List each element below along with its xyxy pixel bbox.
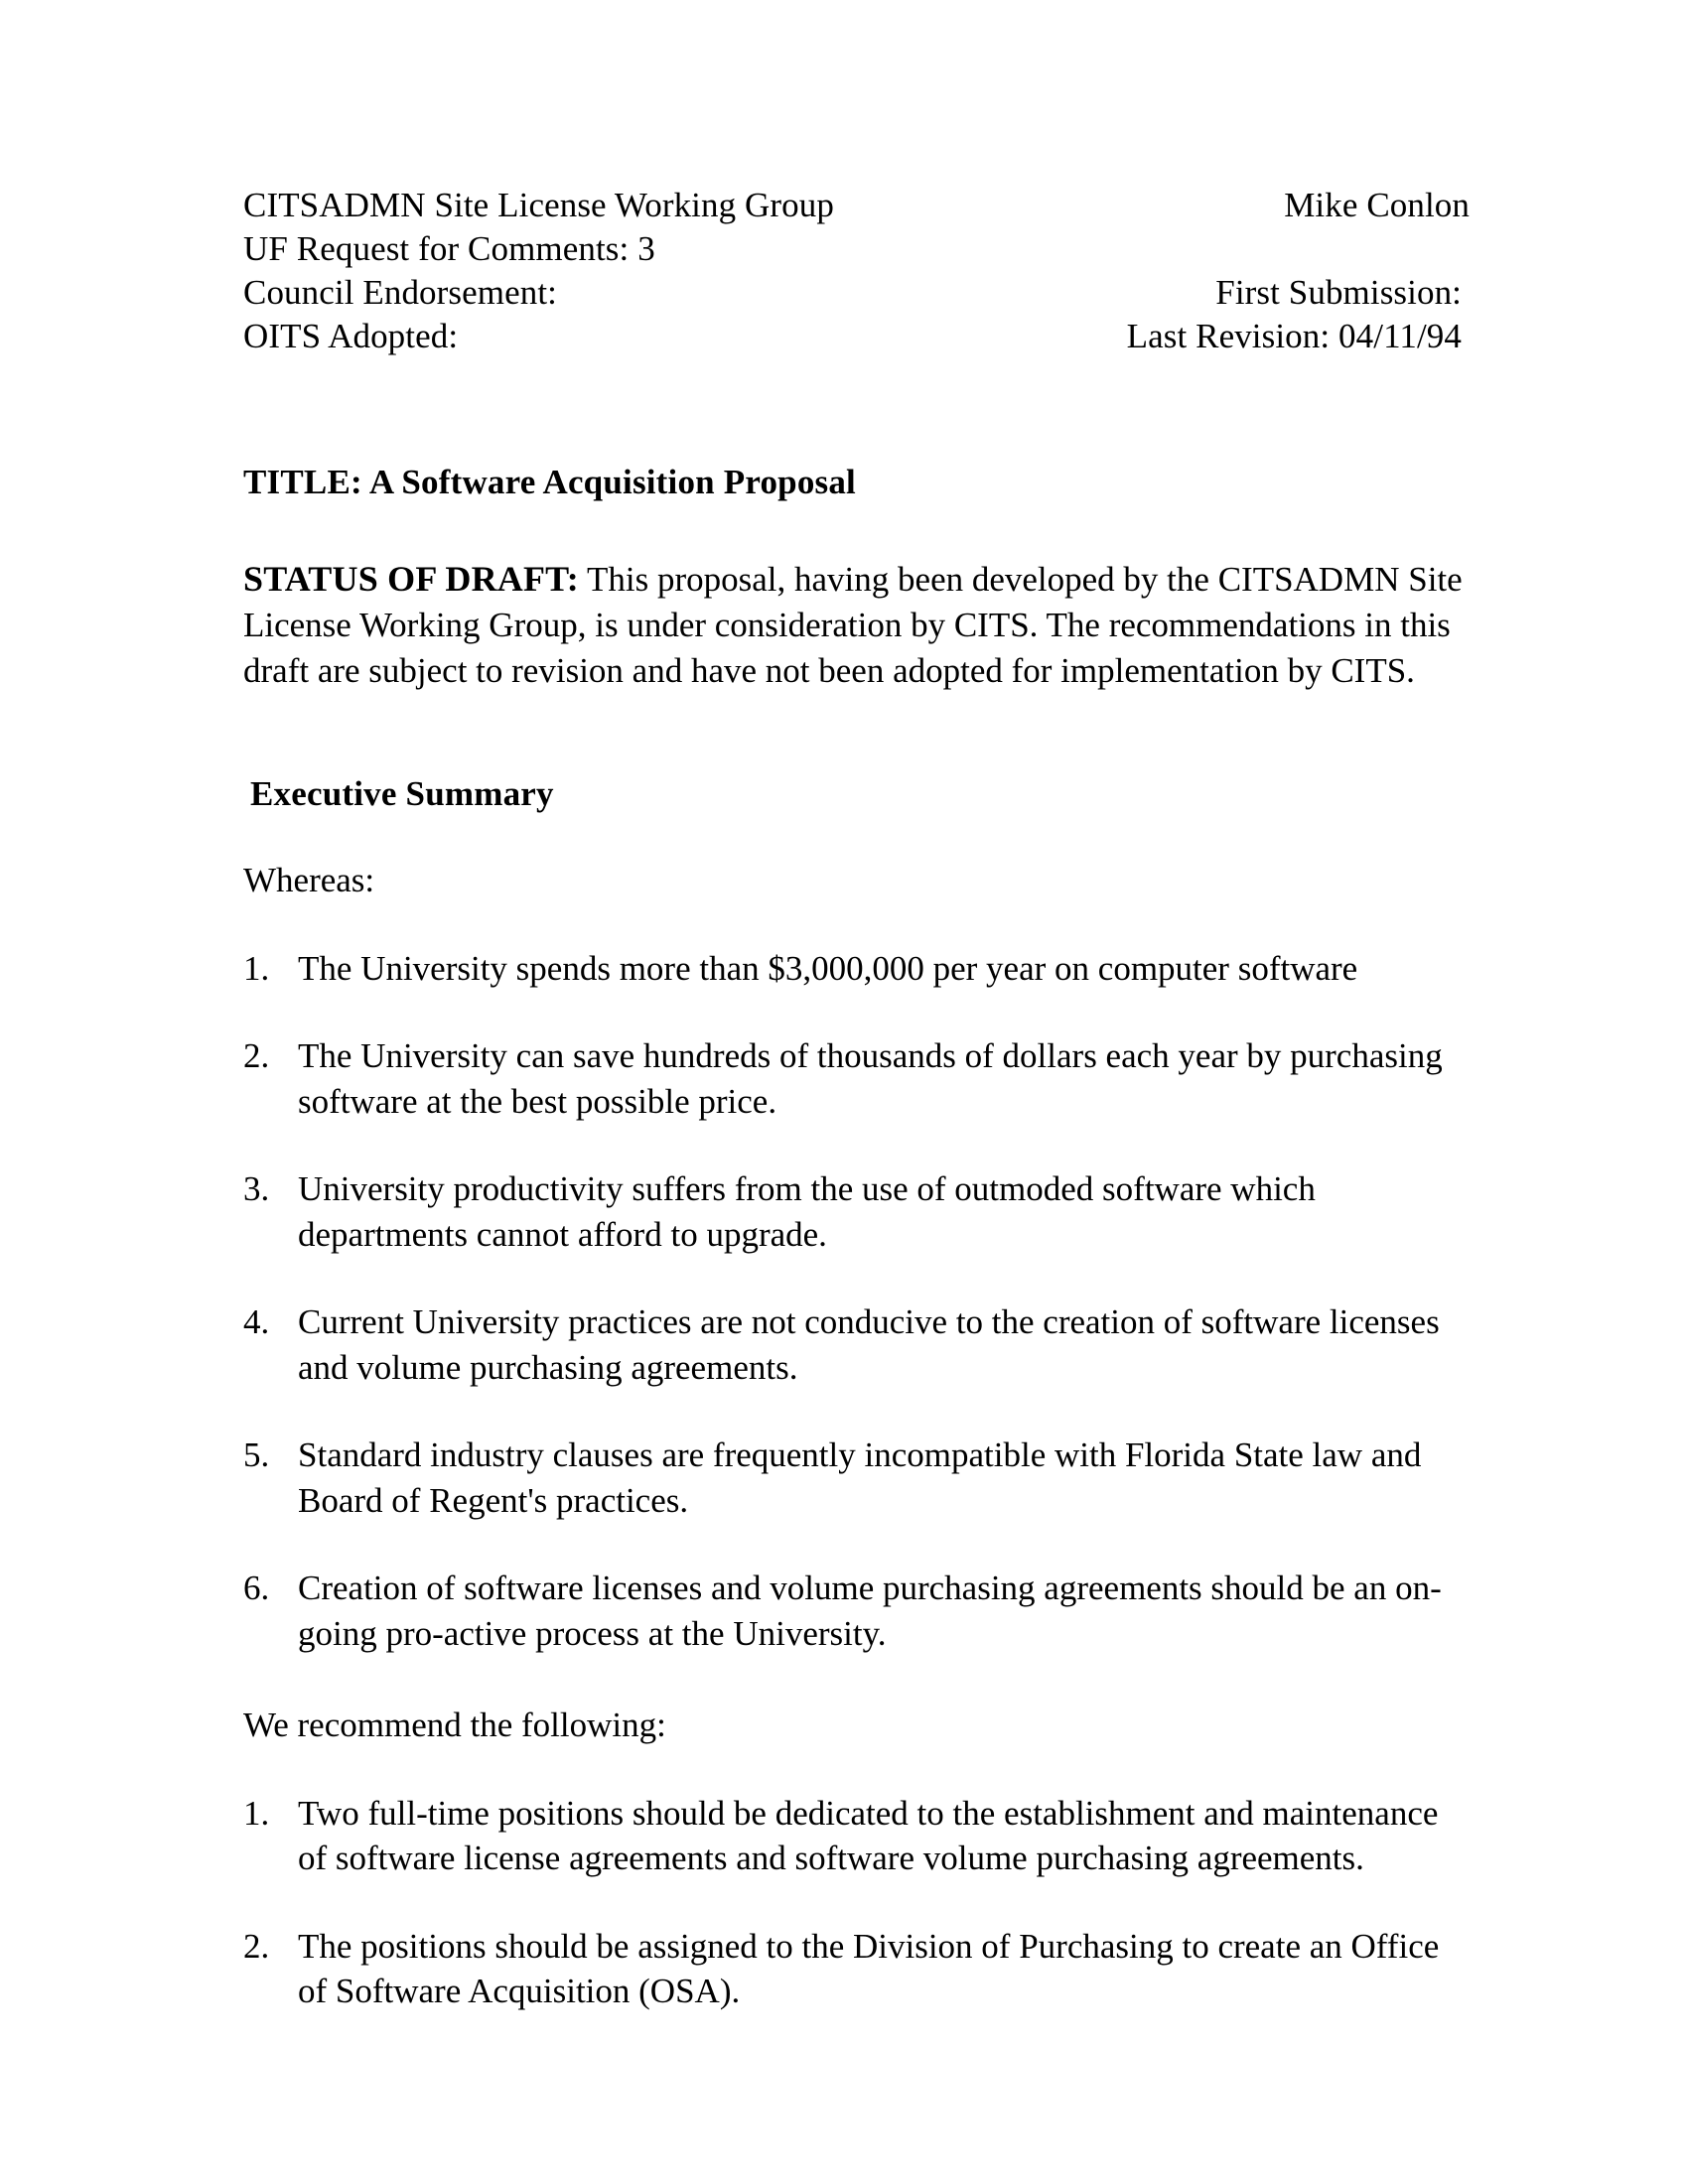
author-name: Mike Conlon: [1284, 186, 1470, 224]
page-title: TITLE: A Software Acquisition Proposal: [243, 463, 856, 502]
page-content: [243, 184, 1470, 2014]
list-item: [243, 1791, 1470, 1881]
list-item: [243, 1924, 1470, 2014]
header-row: [243, 184, 1470, 227]
list-item-text: Creation of software licenses and volume purchasing agreements should be an on-going pro-active process at the University.: [298, 1569, 1442, 1653]
list-item-marker: 3.: [243, 1169, 270, 1209]
list-item-marker: 5.: [243, 1435, 270, 1475]
list-item: [243, 1166, 1470, 1257]
list-item-text: The University spends more than $3,000,000 per year on computer software: [298, 948, 1358, 988]
first-submission-label: First Submission:: [1215, 273, 1462, 313]
status-of-draft-paragraph: [243, 556, 1470, 693]
list-item-marker: 1.: [243, 1793, 270, 1833]
status-of-draft-text: This proposal, having been developed by the CITSADMN Site License Working Group, is under consideration by CITS. The recommendations in this draft are subject to revision and have not been adopted for implementation by CITS.: [243, 560, 1463, 690]
whereas-intro: Whereas:: [243, 861, 375, 900]
header-row: [243, 315, 1470, 358]
list-item-text: University productivity suffers from the use of outmoded software which departments cannot afford to upgrade.: [298, 1169, 1316, 1254]
last-revision-label: Last Revision: 04/11/94: [1126, 317, 1462, 356]
list-item-marker: 2.: [243, 1926, 270, 1966]
oits-adopted-label: OITS Adopted:: [243, 317, 459, 356]
list-item-text: Two full-time positions should be dedicated to the establishment and maintenance of software license agreements and software volume purchasing agreements.: [298, 1793, 1439, 1878]
list-item: [243, 1433, 1470, 1523]
list-item: [243, 1299, 1470, 1390]
list-item-text: Current University practices are not conducive to the creation of software licenses and volume purchasing agreements.: [298, 1302, 1440, 1387]
list-item: [243, 1033, 1470, 1124]
working-group-label: CITSADMN Site License Working Group: [243, 186, 834, 224]
header-row: [243, 227, 1470, 271]
list-item-text: The University can save hundreds of thousands of dollars each year by purchasing software at the best possible price.: [298, 1036, 1443, 1121]
status-of-draft-label: STATUS OF DRAFT:: [243, 559, 579, 600]
list-item: [243, 1566, 1470, 1656]
council-endorsement-label: Council Endorsement:: [243, 273, 557, 313]
header-row: [243, 271, 1470, 315]
list-item-marker: 1.: [243, 948, 270, 988]
list-item-text: The positions should be assigned to the Division of Purchasing to create an Office of Software Acquisition (OSA).: [298, 1926, 1440, 2011]
request-for-comments-label: UF Request for Comments: 3: [243, 229, 655, 269]
executive-summary-heading: Executive Summary: [250, 774, 554, 814]
recommendation-list: [243, 1791, 1470, 2014]
list-item-marker: 4.: [243, 1302, 270, 1342]
recommend-intro: We recommend the following:: [243, 1706, 666, 1745]
list-item-text: Standard industry clauses are frequently incompatible with Florida State law and Board of Regent's practices.: [298, 1435, 1422, 1520]
list-item: [243, 946, 1470, 992]
list-item-marker: 2.: [243, 1036, 270, 1076]
list-item-marker: 6.: [243, 1569, 270, 1608]
whereas-list: [243, 946, 1470, 1657]
document-header: [243, 184, 1470, 358]
